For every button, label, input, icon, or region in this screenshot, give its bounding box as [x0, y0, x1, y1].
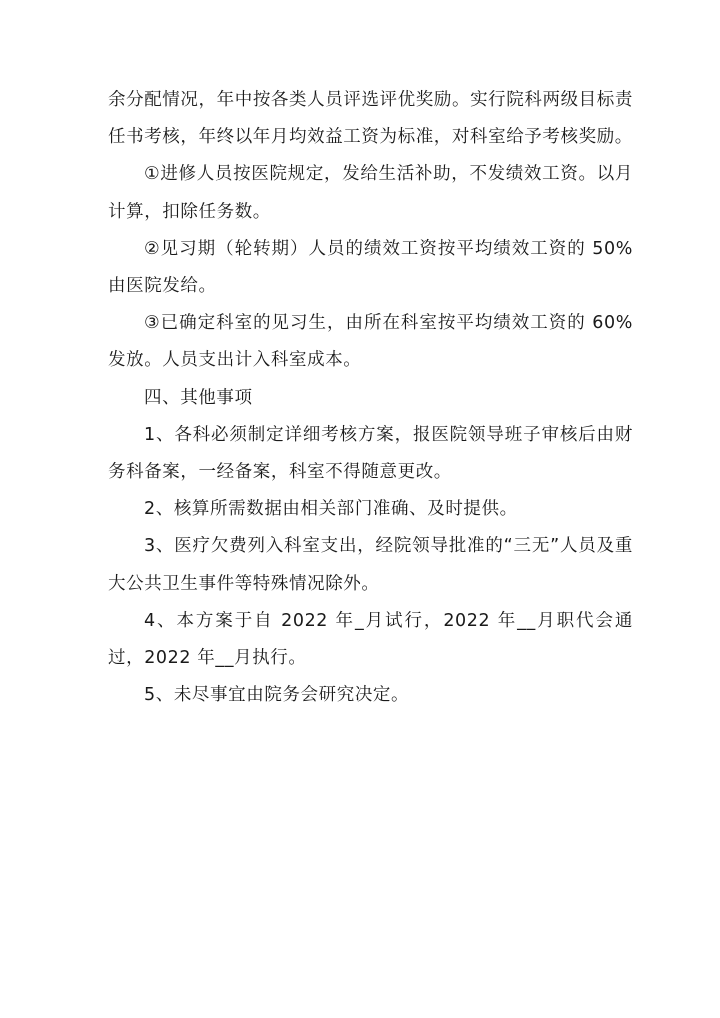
- paragraph-trainee-subsidy: ①进修人员按医院规定，发给生活补助，不发绩效工资。以月计算，扣除任务数。: [108, 164, 633, 222]
- paragraph-intern-pay: ③已确定科室的见习生，由所在科室按平均绩效工资的 60%发放。人员支出计入科室成本。: [108, 313, 633, 371]
- section-heading-other-matters: 四、其他事项: [144, 387, 253, 408]
- list-item-3: 3、医疗欠费列入科室支出，经院领导批准的“三无”人员及重大公共卫生事件等特殊情况除外。: [108, 536, 633, 594]
- list-item-4: 4、本方案于自 2022 年_月试行，2022 年__月职代会通过，2022 年__月执行。: [108, 610, 633, 669]
- list-item-1: 1、各科必须制定详细考核方案，报医院领导班子审核后由财务科备案，一经备案，科室不得随意更改。: [108, 424, 633, 483]
- list-item-5: 5、未尽事宜由院务会研究决定。: [144, 685, 410, 706]
- list-item-2: 2、核算所需数据由相关部门准确、及时提供。: [144, 499, 518, 520]
- paragraph-salary-distribution: 余分配情况，年中按各类人员评选评优奖励。实行院科两级目标责任书考核，年终以年月均效益工资为标准，对科室给予考核奖励。: [108, 90, 633, 148]
- document-body: [108, 82, 633, 714]
- paragraph-probation-pay: ②见习期（轮转期）人员的绩效工资按平均绩效工资的 50%由医院发给。: [108, 238, 633, 297]
